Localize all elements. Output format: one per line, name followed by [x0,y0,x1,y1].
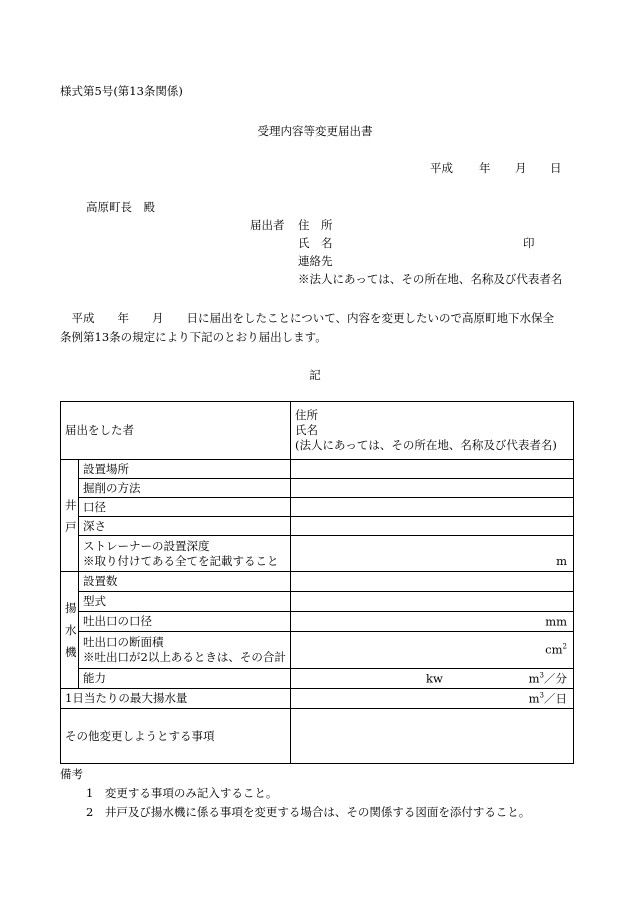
max-daily-value[interactable] [291,689,574,709]
max-daily-unit: $m^3/$日 [528,691,567,705]
body-text-line1: 平成 年 月 日に届出をしたことについて、内容を変更したいので高原町地下水保全 [60,311,555,325]
pump-group-label: 揚 水 機 [61,572,79,689]
filer-label: 届出をした者 [61,402,291,460]
table-row [61,632,574,669]
date-day: 日 [550,161,562,175]
table-row [61,536,574,572]
other-value[interactable] [291,709,574,764]
table-row [61,460,574,479]
body-text-line2: 条例第13条の規定により下記のとおり届出します。 [60,330,327,344]
ki-heading: 記 [309,368,321,382]
outlet-area-label: 吐出口の断面積 ※吐出口が2以上あるときは、その合計 [79,632,291,669]
table-row [61,669,574,689]
table-row [61,572,574,592]
pump-model-value[interactable] [291,592,574,612]
filer-value [291,402,574,460]
form-number: 様式第5号(第13条関係) [60,84,183,98]
table-row [61,498,574,517]
capacity-value[interactable] [291,669,574,689]
outlet-diameter-unit: mm [545,614,567,628]
filer-corp-note: (法人にあっては、その所在地、名称及び代表者名) [295,438,557,452]
well-method-value[interactable] [291,479,574,498]
well-diameter-label: 口径 [79,498,291,517]
table-row [61,612,574,632]
applicant-label: 届出者 [250,218,285,232]
capacity-unit-flow: $m^3/$分 [528,671,567,685]
table-row [61,479,574,498]
remarks-label: 備考 [60,767,83,781]
well-location-label: 設置場所 [79,460,291,479]
outlet-area-value[interactable] [291,632,574,669]
strainer-value[interactable] [291,536,574,572]
applicant-note: ※法人にあっては、その所在地、名称及び代表者名 [298,272,563,286]
well-group-label: 井 戸 [61,460,79,572]
addressee: 高原町長 殿 [86,200,155,214]
well-method-label: 掘削の方法 [79,479,291,498]
form-table [60,401,574,764]
seal-mark: 印 [523,236,535,250]
filer-name-label: 氏名 [295,423,318,437]
capacity-unit-kw: kw [426,671,443,685]
applicant-contact-label: 連絡先 [298,254,333,268]
remarks-item: 2 井戸及び揚水機に係る事項を変更する場合は、その関係する図面を添付すること。 [86,805,531,819]
date-era: 平成 [430,161,453,175]
table-row [61,689,574,709]
table-row [61,517,574,536]
filer-address-label: 住所 [295,408,318,422]
other-label: その他変更しようとする事項 [61,709,291,764]
date-year: 年 [479,161,491,175]
table-row [61,592,574,612]
outlet-area-unit: $cm^2$ [545,642,567,657]
max-daily-label: 1日当たりの最大揚水量 [61,689,291,709]
form-title: 受理内容等変更届出書 [257,124,373,138]
well-depth-label: 深さ [79,517,291,536]
pump-count-value[interactable] [291,572,574,592]
table-row [61,709,574,764]
outlet-diameter-label: 吐出口の口径 [79,612,291,632]
pump-model-label: 型式 [79,592,291,612]
strainer-unit: m [556,554,567,568]
capacity-label: 能力 [79,669,291,689]
outlet-diameter-value[interactable] [291,612,574,632]
well-diameter-value[interactable] [291,498,574,517]
applicant-address-label: 住 所 [298,218,333,232]
well-depth-value[interactable] [291,517,574,536]
remarks-item: 1 変更する事項のみ記入すること。 [86,786,278,800]
strainer-label: ストレーナーの設置深度 ※取り付けてある全てを記載すること [79,536,291,572]
pump-count-label: 設置数 [79,572,291,592]
date-month: 月 [515,161,527,175]
well-location-value[interactable] [291,460,574,479]
applicant-name-label: 氏 名 [298,236,333,250]
table-row-filer [61,402,574,460]
